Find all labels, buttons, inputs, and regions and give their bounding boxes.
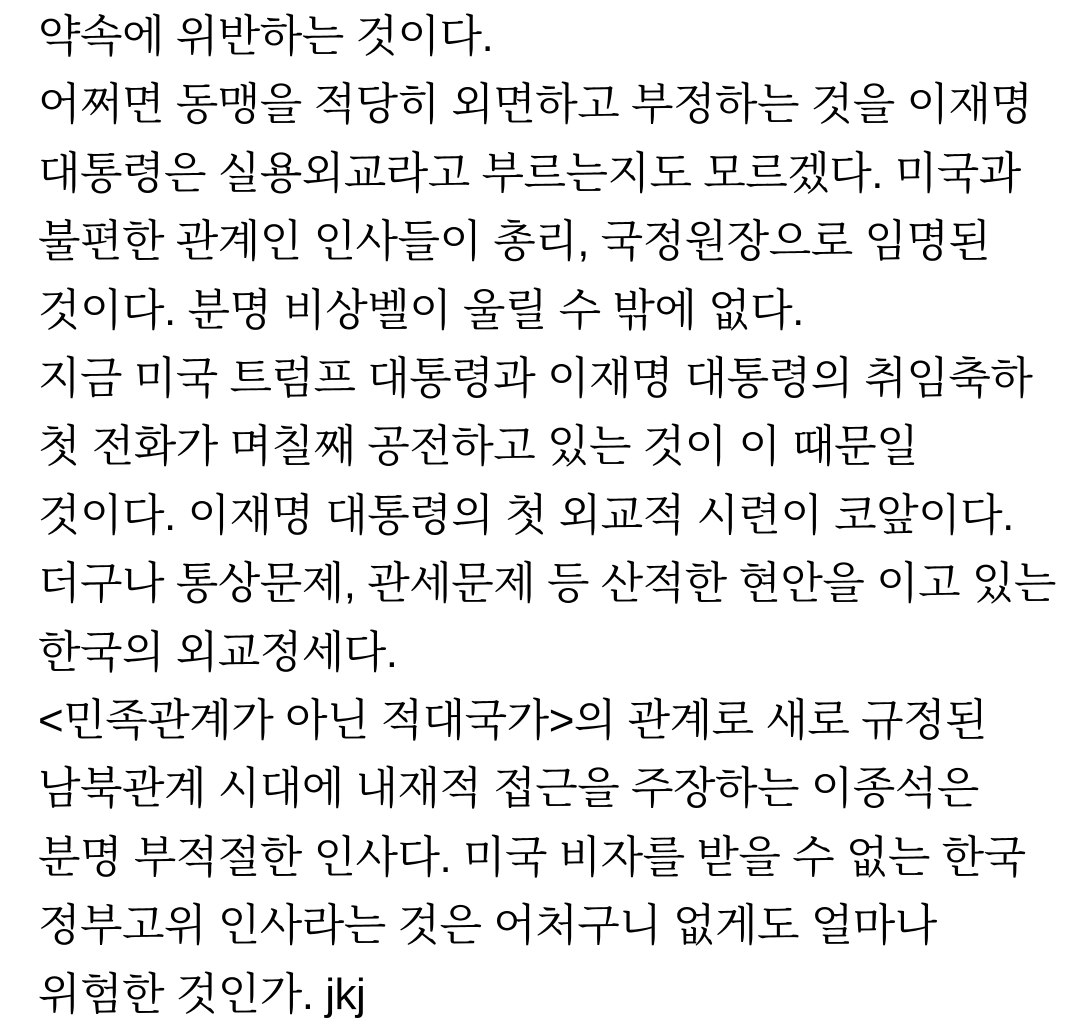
text-line: 불편한 관계인 인사들이 총리, 국정원장으로 임명된 bbox=[38, 217, 991, 267]
text-line: 분명 부적절한 인사다. 미국 비자를 받을 수 없는 한국 bbox=[38, 832, 1026, 882]
text-line: 위험한 것인가. jkj bbox=[38, 969, 366, 1019]
text-line: 것이다. 이재명 대통령의 첫 외교적 시련이 코앞이다. bbox=[38, 490, 1014, 540]
text-line: 한국의 외교정세다. bbox=[38, 627, 398, 677]
text-line: 약속에 위반하는 것이다. bbox=[38, 12, 494, 61]
text-line: 남북관계 시대에 내재적 접근을 주장하는 이종석은 bbox=[38, 764, 979, 814]
text-line: <민족관계가 아닌 적대국가>의 관계로 새로 규정된 bbox=[38, 696, 988, 746]
text-line: 어쩌면 동맹을 적당히 외면하고 부정하는 것을 이재명 bbox=[38, 80, 1033, 130]
text-line: 더구나 통상문제, 관세문제 등 산적한 현안을 이고 있는 bbox=[38, 559, 1056, 609]
text-line: 지금 미국 트럼프 대통령과 이재명 대통령의 취임축하 bbox=[38, 354, 1033, 404]
text-line: 대통령은 실용외교라고 부르는지도 모르겠다. 미국과 bbox=[38, 148, 1021, 198]
text-line: 것이다. 분명 비상벨이 울릴 수 밖에 없다. bbox=[38, 285, 804, 335]
text-line: 첫 전화가 며칠째 공전하고 있는 것이 이 때문일 bbox=[38, 422, 919, 472]
text-line: 정부고위 인사라는 것은 어처구니 없게도 얼마나 bbox=[38, 901, 937, 951]
